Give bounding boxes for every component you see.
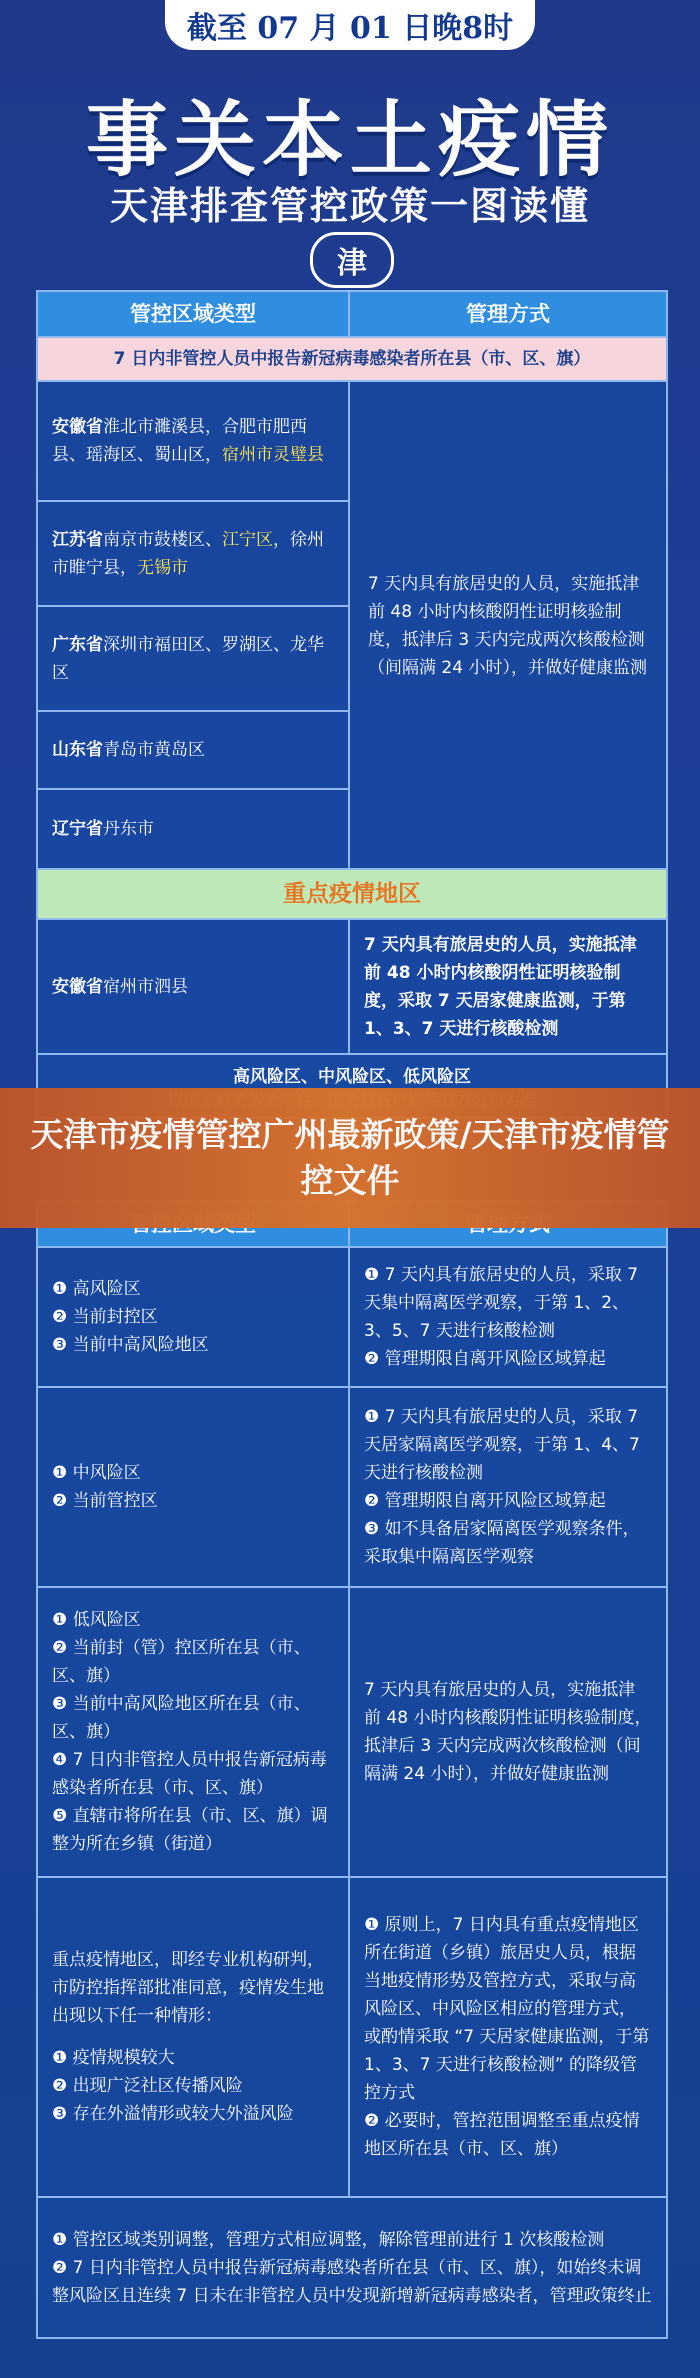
management-item: ❷ 管理期限自离开风险区域算起 (364, 1349, 606, 1369)
management-text (350, 1248, 666, 1386)
province-label: 安徽省 (52, 417, 103, 437)
province-label: 江苏省 (52, 529, 103, 550)
region-item: ❶ 中风险区 (52, 1463, 141, 1483)
region-highlight: 宿州市灵璧县 (222, 445, 324, 465)
table-row (38, 920, 350, 1053)
subtitle: 天津排查管控政策一图读懂 (109, 184, 590, 228)
region-item: ❶ 疫情规模较大 (52, 2048, 175, 2068)
table-row (38, 382, 350, 502)
management-item: ❶ 7 天内具有旅居史的人员，采取 7 天集中隔离医学观察，于第 1、2、3、5、7 天进行核酸检测 (364, 1265, 639, 1341)
region-item: ❷ 当前封（管）控区所在县（市、区、旗） (52, 1638, 311, 1686)
management-text (350, 1388, 666, 1586)
province-label: 广东省 (52, 634, 103, 655)
main-title: 事关本土疫情 (85, 93, 614, 188)
province-label: 安徽省 (52, 976, 103, 997)
region-text: 淮北市濉溪县，合肥市肥西县、瑶海区、蜀山区， (52, 417, 307, 465)
footer-item: ❶ 管控区域类别调整，管理方式相应调整，解除管理前进行 1 次核酸检测 (52, 2229, 605, 2250)
management-text: 7 天内具有旅居史的人员，实施抵津前 48 小时内核酸阴性证明核验制度，采取 7 天居家健康监测，于第 1、3、7 天进行核酸检测 (364, 934, 637, 1039)
region-highlight: 无锡市 (137, 557, 188, 578)
table-row (38, 1588, 350, 1876)
region-item: ❷ 当前管控区 (52, 1491, 158, 1511)
table-row (38, 1878, 350, 2196)
management-item: ❶ 7 天内具有旅居史的人员，采取 7 天居家隔离医学观察，于第 1、4、7 天进行核酸检测 (364, 1407, 640, 1483)
management-text (350, 1878, 666, 2196)
region-text: 深圳市福田区、罗湖区、龙华区 (52, 634, 324, 683)
column-header-management: 管理方式 (350, 292, 666, 336)
table-row (38, 790, 350, 868)
section-band-key-areas: 重点疫情地区 (38, 870, 666, 918)
region-text: 南京市鼓楼区、 (103, 529, 222, 550)
table-row (38, 1248, 350, 1386)
tianjin-logo-icon: 津 (310, 232, 394, 288)
region-item: ❺ 直辖市将所在县（市、区、旗）调整为所在乡镇（街道） (52, 1806, 328, 1854)
management-item: ❷ 管理期限自离开风险区域算起 (364, 1491, 606, 1511)
policy-table-1 (36, 290, 668, 1119)
column-header-region-type: 管控区域类型 (38, 292, 350, 336)
region-highlight: 江宁区 (222, 529, 273, 550)
region-item: ❸ 当前中高风险地区 (52, 1335, 209, 1355)
region-item: ❹ 7 日内非管控人员中报告新冠病毒感染者所在县（市、区、旗） (52, 1750, 327, 1798)
region-item: ❶ 高风险区 (52, 1279, 141, 1299)
region-item: ❸ 存在外溢情形或较大外溢风险 (52, 2104, 294, 2124)
date-banner: 截至 07 月 01 日晚8时 (165, 0, 535, 50)
policy-footer (38, 2198, 666, 2337)
province-label: 辽宁省 (52, 819, 103, 839)
table-row (38, 1388, 350, 1586)
region-item: ❷ 出现广泛社区传播风险 (52, 2076, 243, 2096)
region-item: 重点疫情地区，即经专业机构研判，市防控指挥部批准同意，疫情发生地出现以下任一种情形： (52, 1950, 324, 2026)
management-item: ❶ 原则上，7 日内具有重点疫情地区所在街道（乡镇）旅居史人员，根据当地疫情形势及管控方式，采取与高风险区、中风险区相应的管理方式，或酌情采取 “7 天居家健康监测，于第 1、3、7 天进行核酸检测” 的降级管控方式 (364, 1915, 650, 2103)
risk-note-title: 高风险区、中风险区、低风险区 (233, 1067, 471, 1087)
region-item: ❶ 低风险区 (52, 1610, 141, 1630)
management-item: ❷ 必要时，管控范围调整至重点疫情地区所在县（市、区、旗） (364, 2111, 640, 2159)
region-text: 青岛市黄岛区 (103, 740, 205, 760)
management-text: 7 天内具有旅居史的人员，实施抵津前 48 小时内核酸阴性证明核验制度，抵津后 3 天内完成两次核酸检测（间隔满 24 小时），并做好健康监测 (368, 574, 647, 678)
province-label: 山东省 (52, 740, 103, 760)
region-item: ❸ 当前中高风险地区所在县（市、区、旗） (52, 1694, 311, 1742)
management-text (350, 1588, 666, 1876)
policy-table-2 (36, 1200, 668, 2339)
section-band-nonmanaged: 7 日内非管控人员中报告新冠病毒感染者所在县（市、区、旗） (38, 338, 666, 380)
management-item: 7 天内具有旅居史的人员，实施抵津前 48 小时内核酸阴性证明核验制度，抵津后 3 天内完成两次核酸检测（间隔满 24 小时），并做好健康监测 (364, 1680, 652, 1784)
table-row (38, 502, 350, 607)
footer-item: ❷ 7 日内非管控人员中报告新冠病毒感染者所在县（市、区、旗），如始终未调整风险区且连续 7 日未在非管控人员中发现新增新冠病毒感染者，管理政策终止 (52, 2257, 652, 2306)
region-text: ，徐州市睢宁县， (52, 529, 324, 578)
table-row (38, 607, 350, 712)
overlay-caption: 天津市疫情管控广州最新政策/天津市疫情管控文件 (0, 1088, 700, 1228)
management-item: ❸ 如不具备居家隔离医学观察条件，采取集中隔离医学观察 (364, 1519, 640, 1567)
region-item: ❷ 当前封控区 (52, 1307, 158, 1327)
region-text: 丹东市 (103, 819, 154, 839)
region-text: 宿州市泗县 (103, 976, 188, 997)
table-row (38, 712, 350, 790)
